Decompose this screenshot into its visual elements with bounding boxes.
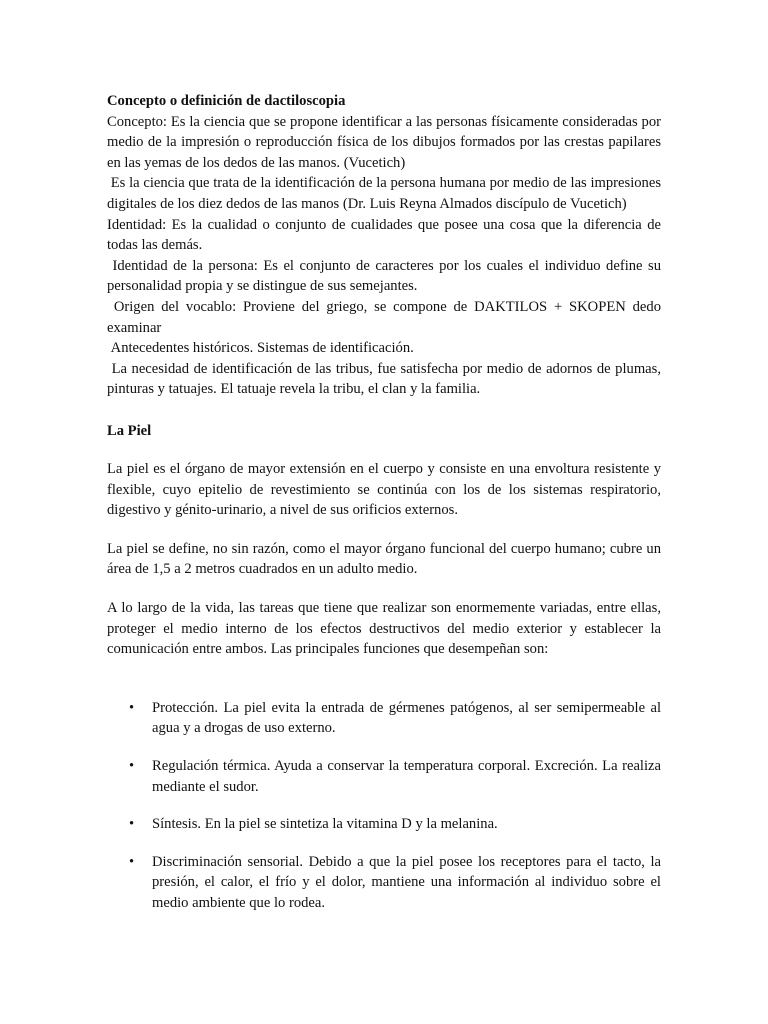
document-page: [107, 91, 661, 931]
list-item: [107, 852, 661, 914]
paragraph-tribus: La necesidad de identificación de las tribus, fue satisfecha por medio de adornos de plumas, pinturas y tatuajes. El tatuaje revela la tribu, el clan y la familia.: [107, 360, 661, 398]
bullet-icon: •: [129, 816, 135, 833]
paragraph-piel-organo: La piel es el órgano de mayor extensión en el cuerpo y consiste en una envoltura resistente y flexible, cuyo epitelio de revestimiento se continúa con los de los sistemas respiratorio, digestivo y génito-urinario, a nivel de sus orificios externos.: [107, 461, 661, 519]
paragraph-identidad: Identidad: Es la cualidad o conjunto de cualidades que posee una cosa que la diferencia de todas las demás.: [107, 216, 661, 254]
paragraph-origen-vocablo: Origen del vocablo: Proviene del griego, se compone de DAKTILOS + SKOPEN dedo examinar: [107, 298, 661, 336]
list-item: [107, 698, 661, 739]
paragraph-antecedentes: Antecedentes históricos. Sistemas de identificación.: [107, 340, 414, 357]
bullet-icon: •: [129, 758, 135, 775]
paragraph-ciencia: Es la ciencia que trata de la identificación de la persona humana por medio de las impresiones digitales de los diez dedos de las manos (Dr. Luis Reyna Almados discípulo de Vucetich): [107, 175, 661, 212]
list-item-text: Discriminación sensorial. Debido a que la piel posee los receptores para el tacto, la presión, el calor, el frío y el dolor, mantiene una información al individuo sobre el medio ambiente que lo rodea.: [152, 853, 661, 911]
list-item-text: Síntesis. En la piel se sintetiza la vitamina D y la melanina.: [152, 816, 498, 833]
functions-list: [107, 698, 661, 914]
paragraph-concepto: Concepto: Es la ciencia que se propone identificar a las personas físicamente consideradas por medio de la impresión o reproducción física de los dibujos formados por las crestas papilares en las yemas de los dedos de las manos. (Vucetich): [107, 113, 661, 171]
paragraph-piel-funciones: A lo largo de la vida, las tareas que tiene que realizar son enormemente variadas, entre ellas, proteger el medio interno de los efectos destructivos del medio exterior y establecer la comunicación entre ambos. Las principales funciones que desempeñan son:: [107, 600, 661, 658]
list-item: [107, 756, 661, 797]
paragraph-identidad-persona: Identidad de la persona: Es el conjunto de caracteres por los cuales el individuo define su personalidad propia y se distingue de sus semejantes.: [107, 257, 661, 295]
list-item-text: Regulación térmica. Ayuda a conservar la temperatura corporal. Excreción. La realiza mediante el sudor.: [152, 758, 661, 795]
paragraph-piel-define: La piel se define, no sin razón, como el mayor órgano funcional del cuerpo humano; cubre un área de 1,5 a 2 metros cuadrados en un adulto medio.: [107, 540, 661, 578]
bullet-icon: •: [129, 853, 135, 870]
bullet-icon: •: [129, 699, 135, 716]
list-item: [107, 814, 661, 835]
section-title-la-piel: La Piel: [107, 422, 152, 439]
section-title-dactiloscopia: Concepto o definición de dactiloscopia: [107, 93, 346, 109]
list-item-text: Protección. La piel evita la entrada de gérmenes patógenos, al ser semipermeable al agua y a drogas de uso externo.: [152, 699, 661, 737]
